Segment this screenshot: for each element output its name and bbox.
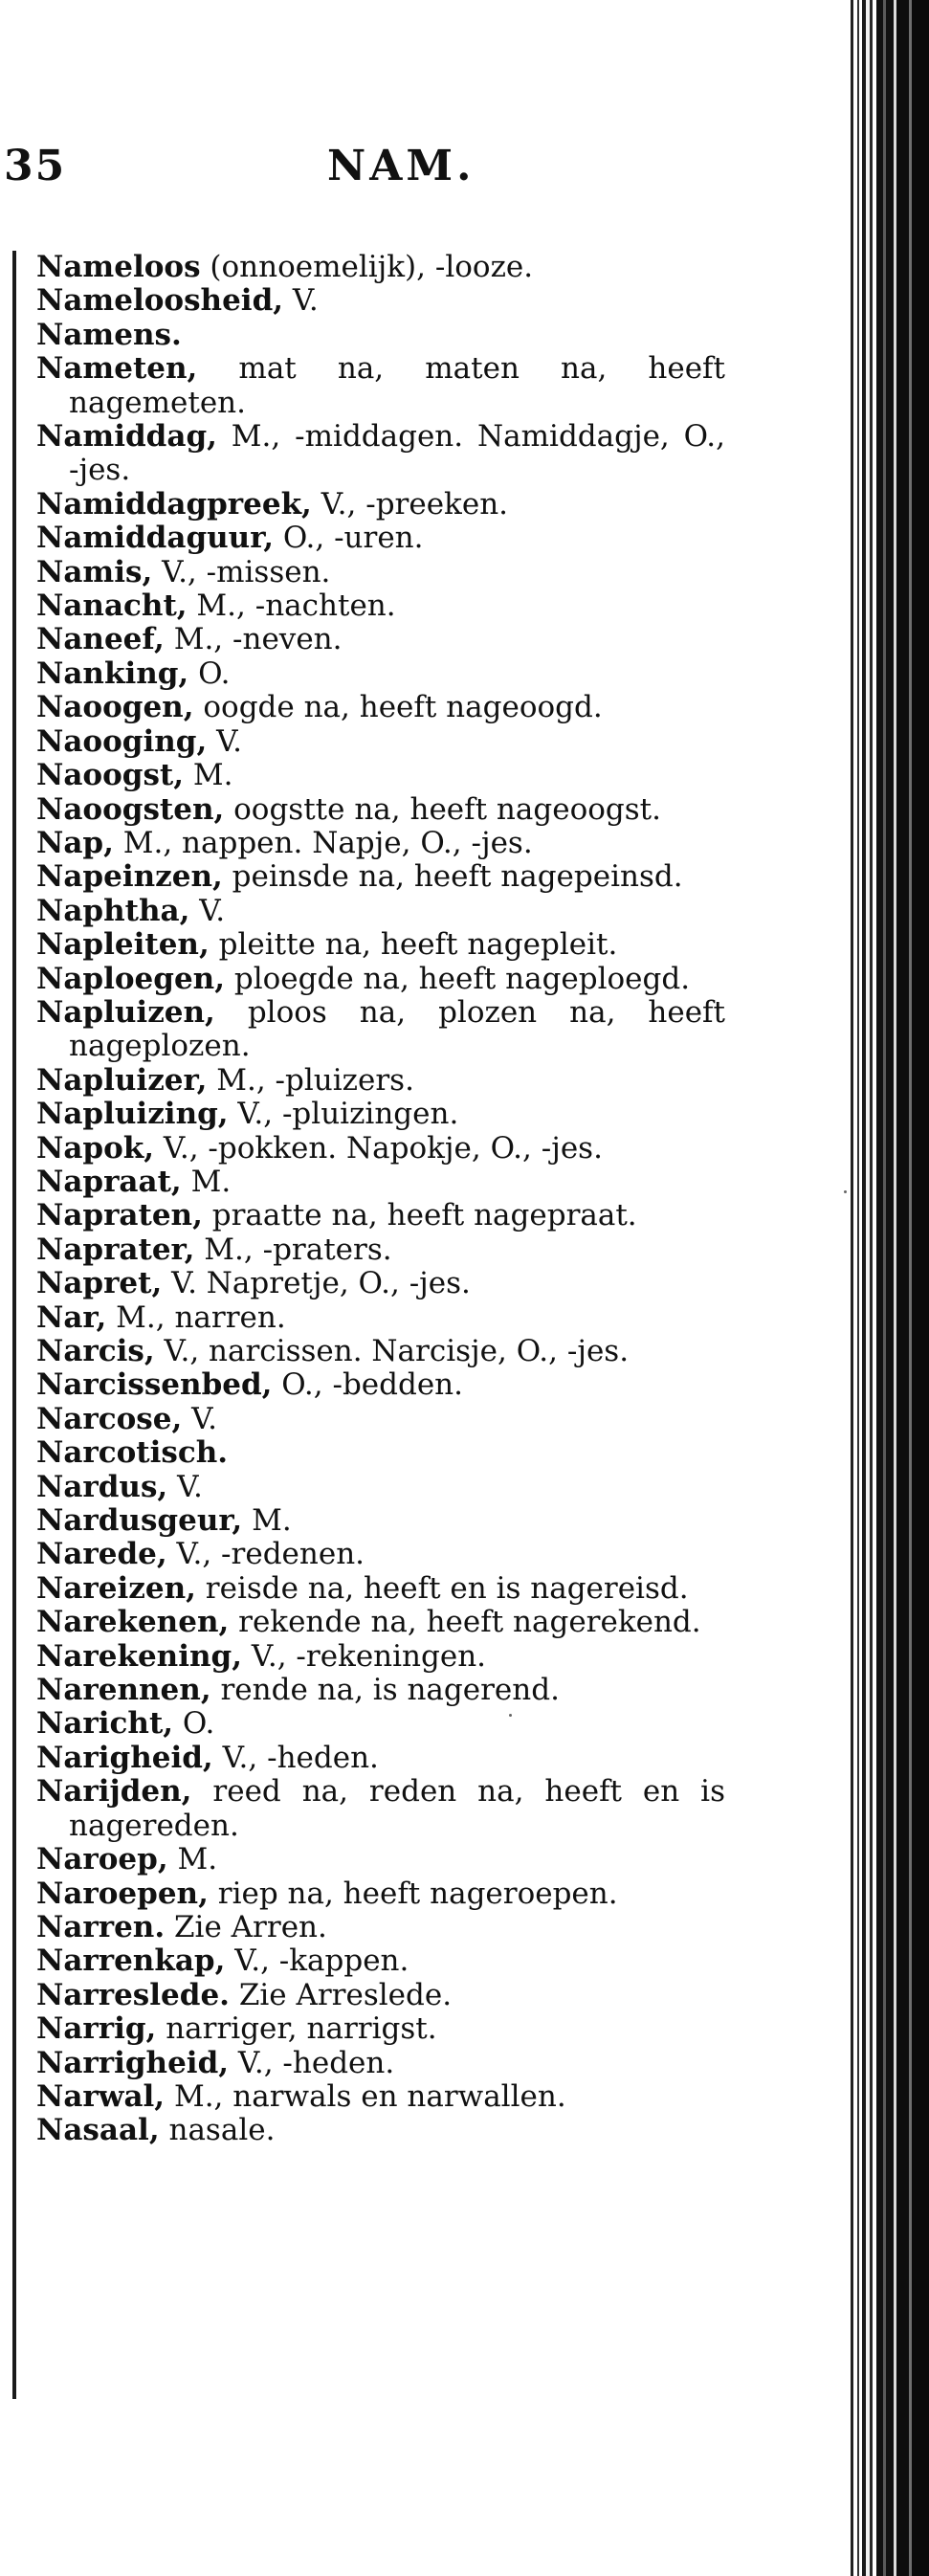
page-number: 35 [4,142,67,190]
entry-definition: reisde na, heeft en is nagereisd. [195,1570,689,1606]
entry-headword: Narede, [36,1537,167,1572]
entry-headword: Nasaal, [36,2113,160,2148]
dictionary-entry [36,2047,725,2080]
paper-speck [844,1190,847,1193]
entry-headword: Nameloos [36,250,201,284]
entry-definition: V., -pokken. Napokje, O., -jes. [154,1130,603,1166]
entry-definition: V., -missen. [152,554,331,589]
entry-headword: Narekening, [36,1638,243,1674]
dictionary-entry [36,1911,725,1944]
entry-headword: Nareizen, [36,1570,196,1606]
entry-headword: Nardus, [36,1469,168,1504]
entry-headword: Nar, [36,1299,107,1335]
dictionary-entry [36,1301,725,1335]
entry-headword: Narreslede. [36,1977,230,2012]
entry-headword: Naoogst, [36,758,185,793]
entry-headword: Narijden, [36,1774,192,1810]
entry-definition: M., -middagen. Namiddagje, O., -jes. [69,419,725,488]
dictionary-entry [36,1098,725,1131]
running-head: NAM. [327,142,476,190]
entry-headword: Naprater, [36,1232,195,1267]
entry-definition: O. [188,655,231,691]
entry-headword: Nanacht, [36,588,188,624]
entry-definition: O., -bedden. [272,1367,463,1403]
dictionary-entry [36,1775,725,1843]
dictionary-entry [36,420,725,488]
entry-headword: Narigheid, [36,1740,213,1775]
dictionary-entry [36,589,725,623]
dictionary-entry [36,1368,725,1402]
dictionary-entry [36,860,725,894]
entry-headword: Napret, [36,1266,163,1301]
dictionary-entry [36,556,725,589]
entry-headword: Napluizer, [36,1062,208,1098]
dictionary-entry [36,623,725,656]
entry-headword: Narrenkap, [36,1943,226,1979]
entry-headword: Napeinzen, [36,859,223,895]
dictionary-entry [36,759,725,792]
entry-headword: Narekenen, [36,1605,230,1640]
dictionary-entry [36,1132,725,1166]
dictionary-entry [36,1843,725,1876]
entry-definition: V., -redenen. [166,1537,365,1572]
entry-definition: Zie Arren. [165,1909,327,1944]
dictionary-entry [36,725,725,759]
dictionary-entry [36,1471,725,1504]
dictionary-entry [36,1199,725,1232]
entry-headword: Napraat, [36,1164,182,1199]
entry-definition: M., -praters. [194,1232,392,1267]
dictionary-entry [36,1403,725,1436]
book-binding-edge [844,0,929,2576]
dictionary-entry [36,1572,725,1606]
entry-definition: V., -heden. [229,2045,395,2080]
entry-headword: Narrigheid, [36,2045,230,2080]
entry-definition: M., nappen. Napje, O., -jes. [113,825,533,860]
dictionary-entry [36,1979,725,2012]
entry-headword: Naneef, [36,622,165,657]
entry-definition: M., -nachten. [187,588,396,624]
dictionary-entry [36,319,725,352]
entry-definition: (onnoemelijk), -looze. [200,250,534,284]
entry-definition: ploegde na, heeft nageploegd. [225,961,691,996]
entry-definition: M., narren. [106,1299,286,1335]
dictionary-entry [36,1064,725,1098]
entry-definition: mat na, maten na, heeft nagemeten. [69,351,725,420]
entry-headword: Naploegen, [36,961,226,996]
dictionary-entry [36,1267,725,1300]
entry-definition: V., -rekeningen. [242,1638,487,1674]
entry-definition: V., -preeken. [311,486,509,522]
dictionary-entry [36,793,725,827]
dictionary-entry [36,895,725,928]
entry-headword: Narwal, [36,2078,166,2114]
entry-definition: Zie Arreslede. [229,1977,453,2012]
dictionary-entry [36,1335,725,1368]
margin-rule [12,251,16,2399]
entry-definition: M. [167,1842,218,1877]
entry-headword: Naroepen, [36,1876,209,1911]
entry-headword: Napluizing, [36,1097,229,1132]
entry-definition: M. [184,758,233,793]
dictionary-entry [36,2114,725,2147]
entry-definition: oogde na, heeft nageoogd. [193,690,603,725]
entry-headword: Naphtha, [36,893,190,928]
entry-definition: V. [167,1469,203,1504]
dictionary-entry [36,691,725,724]
dictionary-entry [36,1606,725,1639]
entry-definition: V., -pluizingen. [228,1097,459,1132]
entry-definition: V. Napretje, O., -jes. [162,1266,471,1301]
entry-definition: M., -pluizers. [207,1062,414,1098]
dictionary-entry [36,251,725,284]
dictionary-entry [36,488,725,522]
entry-headword: Nardusgeur, [36,1503,243,1539]
entry-definition: narriger, narrigst. [156,2011,437,2047]
entry-definition: V. [283,283,319,319]
entry-headword: Namiddag, [36,419,217,455]
dictionary-entry [36,1742,725,1775]
entry-headword: Nameten, [36,351,198,387]
entry-headword: Namens. [36,317,182,352]
entry-definition: ploos na, plozen na, heeft nageplozen. [69,994,725,1064]
dictionary-entry [36,963,725,996]
dictionary-entry [36,657,725,691]
entry-definition: riep na, heeft nageroepen. [208,1876,618,1911]
entry-definition: V. [207,723,242,759]
entry-definition: V. [182,1401,217,1436]
entry-headword: Nap, [36,825,114,860]
entry-headword: Narcotisch. [36,1435,229,1471]
dictionary-entry [36,284,725,318]
entry-definition: praatte na, heeft nagepraat. [202,1198,637,1233]
dictionary-entry [36,1674,725,1707]
entry-headword: Napluizen, [36,994,215,1030]
entry-definition: rende na, is nagerend. [210,1673,560,1708]
dictionary-entry [36,1944,725,1978]
entry-headword: Napraten, [36,1198,203,1233]
entry-definition: M., -neven. [164,622,343,657]
entry-definition: V., -heden. [212,1740,379,1775]
dictionary-entry [36,1877,725,1911]
dictionary-entry [36,2012,725,2046]
entry-headword: Narrig, [36,2011,157,2047]
dictionary-entry [36,1640,725,1674]
entry-definition: rekende na, heeft nagerekend. [229,1605,701,1640]
entry-definition: O. [173,1706,215,1742]
entry-headword: Namiddaguur, [36,521,275,556]
dictionary-entry [36,827,725,860]
entry-headword: Napok, [36,1130,155,1166]
entry-definition: V., narcissen. Narcisje, O., -jes. [154,1334,630,1368]
entry-definition: pleitte na, heeft nagepleit. [209,927,618,963]
entry-headword: Namis, [36,554,153,589]
entry-headword: Narcose, [36,1401,183,1436]
entry-headword: Napleiten, [36,927,210,963]
dictionary-entry [36,1166,725,1199]
dictionary-entry [36,1504,725,1538]
entry-list [36,251,725,2148]
dictionary-entry [36,1538,725,1571]
entry-headword: Naoogsten, [36,791,225,827]
dictionary-entry [36,928,725,962]
entry-headword: Narennen, [36,1673,211,1708]
dictionary-entry [36,2080,725,2114]
entry-headword: Naroep, [36,1842,168,1877]
entry-definition: V., -kappen. [225,1943,409,1979]
entry-definition: M., narwals en narwallen. [165,2078,566,2114]
entry-headword: Naricht, [36,1706,174,1742]
dictionary-entry [36,1233,725,1267]
dictionary-entry [36,1707,725,1741]
entry-definition: peinsde na, heeft nagepeinsd. [222,859,683,895]
dictionary-entry [36,352,725,420]
entry-definition: nasale. [159,2113,276,2148]
entry-definition: oogstte na, heeft nageoogst. [224,791,661,827]
entry-definition: reed na, reden na, heeft en is nagereden. [69,1774,725,1843]
entry-headword: Nameloosheid, [36,283,284,319]
paper-speck [509,1714,512,1717]
dictionary-entry [36,996,725,1064]
dictionary-entry [36,1436,725,1470]
entry-headword: Naooging, [36,723,208,759]
entry-headword: Nanking, [36,655,189,691]
entry-definition: O., -uren. [274,521,424,556]
entry-headword: Narcissenbed, [36,1367,273,1403]
entry-definition: M. [181,1164,232,1199]
entry-headword: Narcis, [36,1334,155,1368]
entry-definition: V. [189,893,226,928]
entry-headword: Namiddagpreek, [36,486,312,522]
entry-definition: M. [242,1503,292,1539]
dictionary-entry [36,522,725,555]
entry-headword: Naoogen, [36,690,194,725]
entry-headword: Narren. [36,1909,166,1944]
